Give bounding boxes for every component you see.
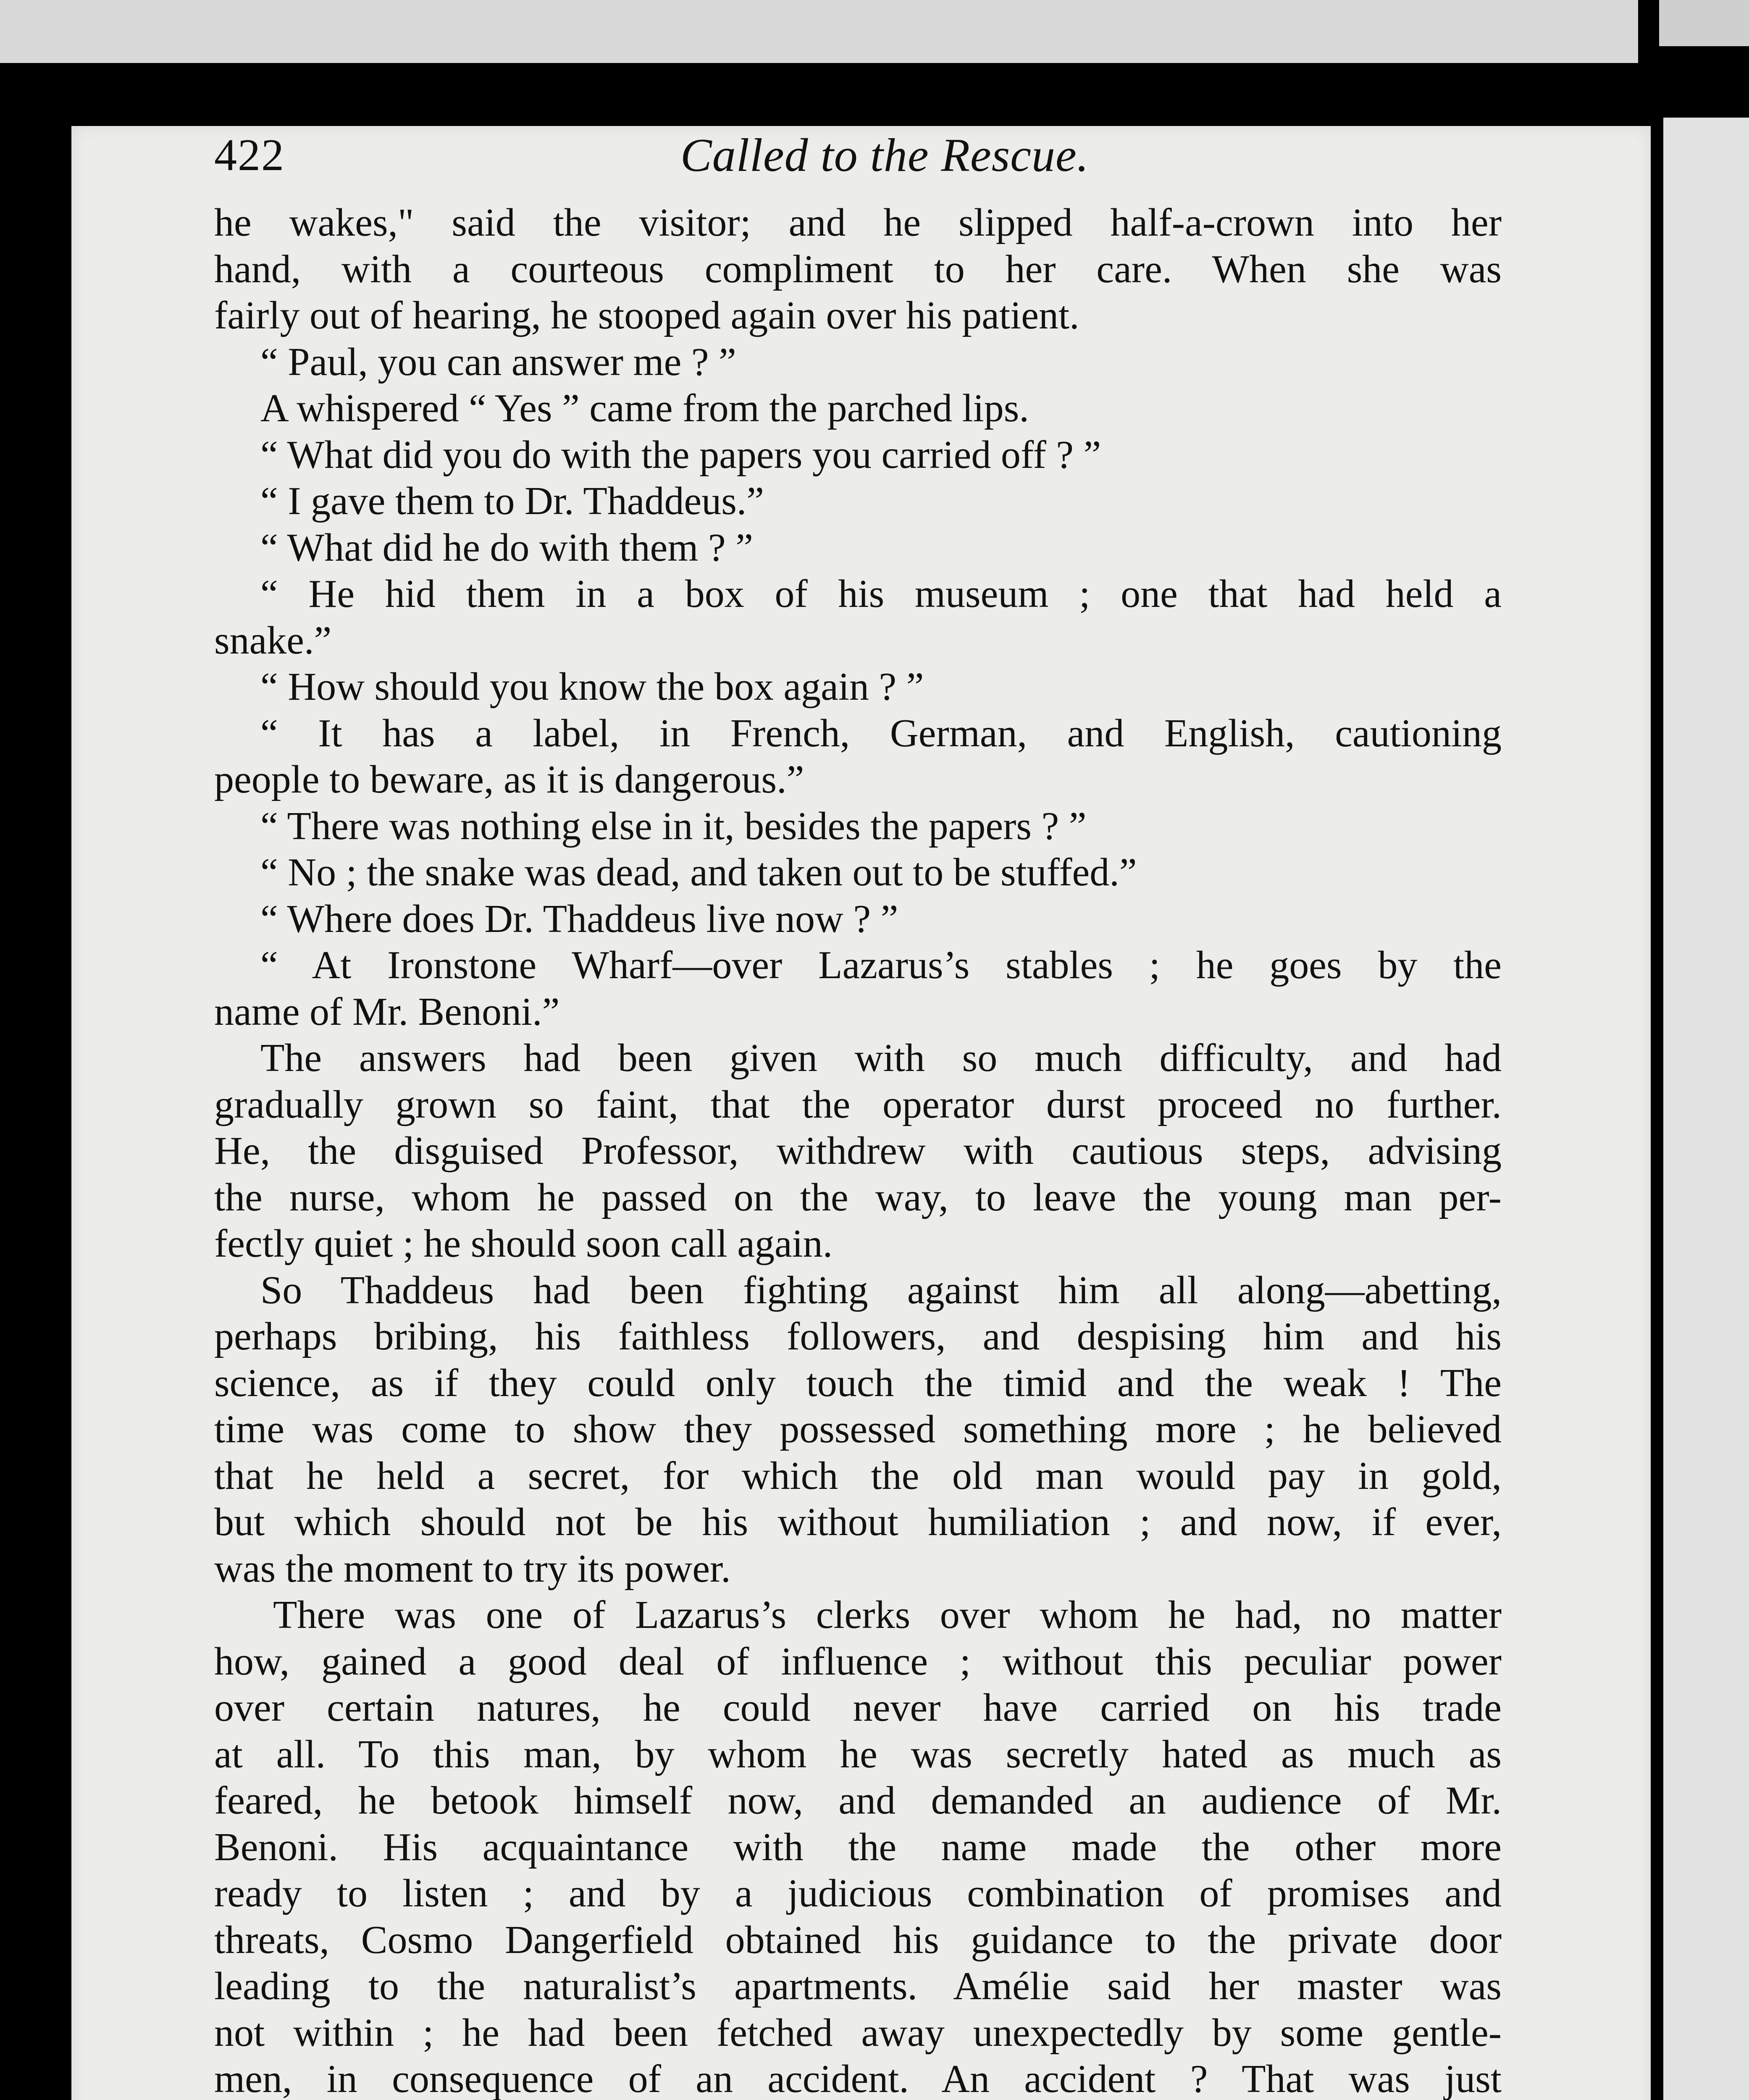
running-title: Called to the Rescue. [680, 129, 1089, 181]
text-line: “ There was nothing else in it, besides the papers ? ” [260, 804, 1087, 848]
text-line: was the moment to try its power. [214, 1546, 731, 1591]
text-line: “ It has a label, in French, German, and English, cautioning [260, 711, 1502, 755]
text-line: “ Paul, you can answer me ? ” [260, 340, 736, 384]
text-line: There was one of Lazarus’s clerks over whom he had, no matter [273, 1593, 1502, 1637]
text-line: ready to listen ; and by a judicious combination of promises and [214, 1872, 1502, 1915]
text-line: fairly out of hearing, he stooped again over his patient. [214, 294, 1079, 337]
text-line: that he held a secret, for which the old man would pay in gold, [214, 1454, 1502, 1498]
text-line: The answers had been given with so much difficulty, and had [260, 1036, 1502, 1080]
page-number: 422 [214, 130, 285, 180]
adjacent-page-top-edge [0, 0, 1638, 63]
text-line: fectly quiet ; he should soon call again. [214, 1222, 833, 1265]
text-line: “ Where does Dr. Thaddeus live now ? ” [260, 897, 898, 941]
text-line: So Thaddeus had been fighting against him all along—abetting, [260, 1268, 1502, 1312]
text-line: A whispered “ Yes ” came from the parched lips. [260, 386, 1029, 430]
text-line: snake.” [214, 618, 332, 662]
text-line: not within ; he had been fetched away unexpectedly by some gentle- [214, 2011, 1502, 2055]
text-line: people to beware, as it is dangerous.” [214, 758, 804, 801]
text-line: feared, he betook himself now, and demanded an audience of Mr. [214, 1779, 1502, 1822]
text-line: perhaps bribing, his faithless followers, and despising him and his [214, 1315, 1502, 1358]
text-line: “ What did he do with them ? ” [260, 525, 753, 570]
text-line: but which should not be his without humiliation ; and now, if ever, [214, 1500, 1502, 1544]
text-line: “ What did you do with the papers you carried off ? ” [260, 433, 1101, 477]
text-line: over certain natures, he could never have carried on his trade [214, 1686, 1502, 1730]
text-line: men, in consequence of an accident. An accident ? That was just [214, 2057, 1502, 2100]
text-line: science, as if they could only touch the timid and the weak ! The [214, 1361, 1502, 1405]
text-line: hand, with a courteous compliment to her care. When she was [214, 247, 1502, 291]
text-line: He, the disguised Professor, withdrew with cautious steps, advising [214, 1129, 1502, 1173]
text-line: “ He hid them in a box of his museum ; one that had held a [260, 572, 1502, 616]
text-line: at all. To this man, by whom he was secretly hated as much as [214, 1732, 1502, 1776]
text-line: “ At Ironstone Wharf—over Lazarus’s stables ; he goes by the [260, 943, 1502, 987]
text-line: he wakes," said the visitor; and he slipped half-a-crown into her [214, 201, 1502, 244]
text-line: leading to the naturalist’s apartments. Amélie said her master was [214, 1964, 1502, 2008]
text-line: how, gained a good deal of influence ; without this peculiar power [214, 1639, 1502, 1683]
text-line: threats, Cosmo Dangerfield obtained his guidance to the private door [214, 1918, 1502, 1962]
running-head [214, 122, 1516, 189]
text-line: name of Mr. Benoni.” [214, 990, 560, 1034]
text-line: the nurse, whom he passed on the way, to leave the young man per- [214, 1175, 1502, 1219]
adjacent-page-top-right-edge [1659, 0, 1749, 46]
body-text [214, 200, 1502, 2100]
text-line: time was come to show they possessed something more ; he believed [214, 1407, 1502, 1451]
adjacent-page-right-edge [1663, 118, 1749, 2100]
text-line: “ No ; the snake was dead, and taken out to be stuffed.” [260, 850, 1137, 894]
text-line: gradually grown so faint, that the operator durst proceed no further. [214, 1082, 1502, 1126]
text-line: “ I gave them to Dr. Thaddeus.” [260, 479, 764, 523]
text-line: “ How should you know the box again ? ” [260, 665, 924, 709]
text-line: Benoni. His acquaintance with the name made the other more [214, 1825, 1502, 1869]
